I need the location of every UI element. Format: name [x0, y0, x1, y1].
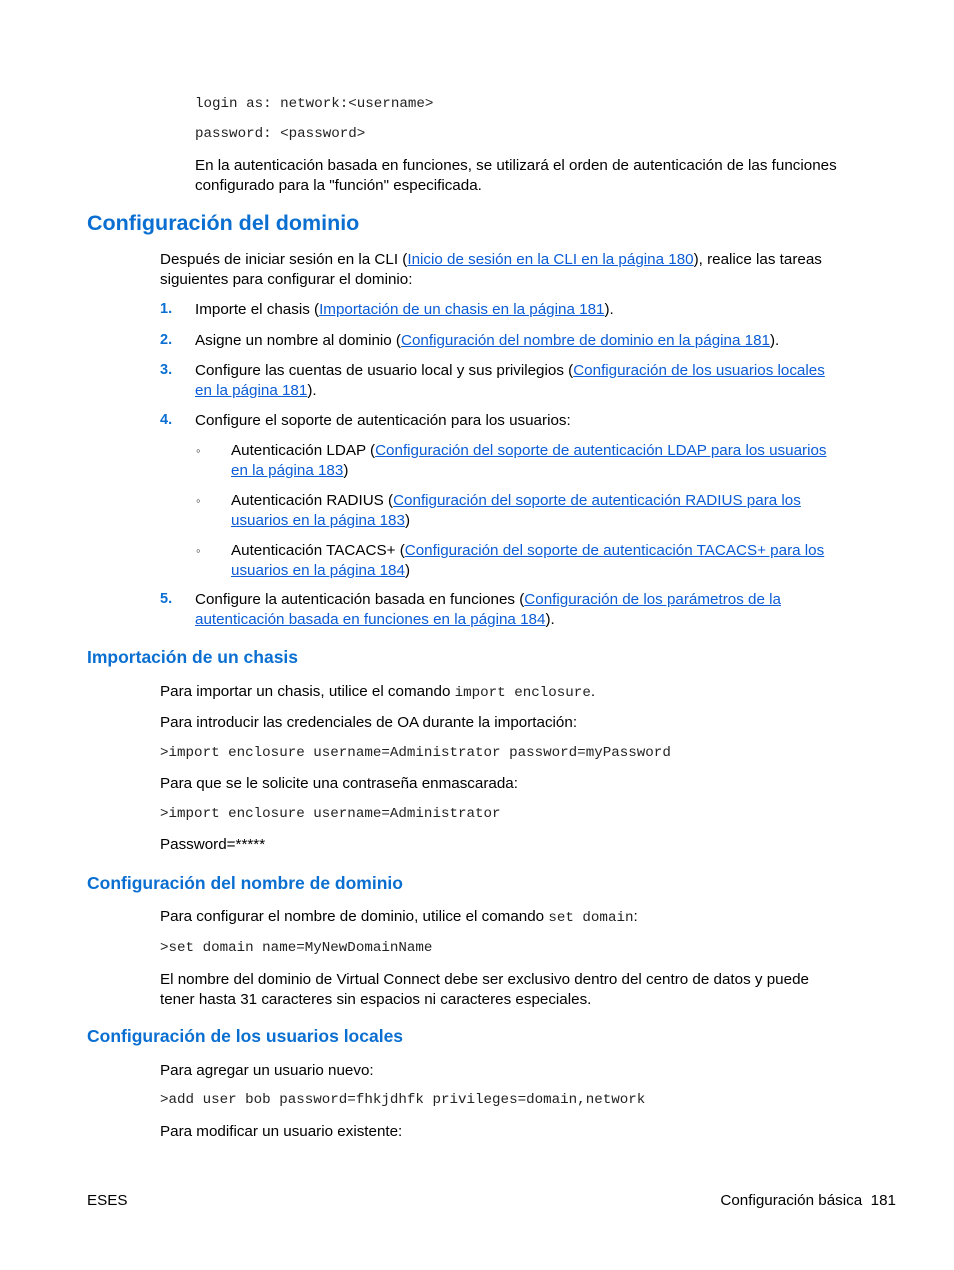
step-number: 3.	[160, 362, 173, 378]
section-title-domain-name: Configuración del nombre de dominio	[87, 873, 403, 893]
page-number: 181	[870, 1192, 896, 1209]
link-radius-cont[interactable]: usuarios en la página 183	[231, 511, 405, 529]
link-role-params-cont[interactable]: autenticación basada en funciones en la página 184	[195, 610, 546, 628]
code-password: password: <password>	[195, 126, 366, 142]
import-p1-text: Para importar un chasis, utilice el comando	[160, 683, 455, 700]
subitem-text: )	[404, 511, 411, 529]
bullet-icon: ◦	[196, 493, 201, 508]
import-p4: Password=*****	[160, 836, 266, 853]
code-import-masked: >import enclosure username=Administrator	[160, 806, 501, 822]
link-ldap[interactable]: Configuración del soporte de autenticación LDAP para los usuarios	[375, 442, 827, 459]
step-text: ).	[769, 332, 780, 349]
link-local-users[interactable]: Configuración de los usuarios locales	[573, 362, 825, 379]
link-domain-name[interactable]: Configuración del nombre de dominio en la página 181	[401, 332, 770, 349]
inline-code: import enclosure	[454, 685, 591, 701]
step-text: ).	[545, 610, 555, 628]
code-login: login as: network:<username>	[195, 96, 434, 112]
lead-line-2: siguientes para configurar el dominio:	[160, 270, 413, 288]
name-p2-line-1: El nombre del dominio de Virtual Connect debe ser exclusivo dentro del centro de datos y puede	[160, 971, 809, 988]
code-import-password: >import enclosure username=Administrator password=myPassword	[160, 745, 671, 761]
inline-code: set domain	[548, 910, 634, 926]
subitem-text: )	[343, 461, 349, 479]
footer-right	[720, 1192, 896, 1209]
import-p1	[160, 682, 595, 704]
step-number: 5.	[160, 591, 173, 607]
bullet-icon: ◦	[196, 443, 201, 458]
name-p2	[160, 970, 809, 1009]
users-p2: Para modificar un usuario existente:	[160, 1123, 403, 1140]
step-4: Configure el soporte de autenticación para los usuarios:	[195, 412, 571, 429]
link-cli-login[interactable]: Inicio de sesión en la CLI en la página 180	[407, 251, 694, 268]
users-p1: Para agregar un usuario nuevo:	[160, 1062, 374, 1079]
step-text: Configure las cuentas de usuario local y sus privilegios (	[195, 362, 574, 379]
import-p1-end: .	[590, 683, 596, 700]
link-local-users-cont[interactable]: en la página 181	[195, 381, 308, 399]
link-ldap-cont[interactable]: en la página 183	[231, 461, 344, 479]
subitem-text: Autenticación RADIUS (	[231, 492, 394, 509]
step-1	[195, 300, 614, 320]
import-p2: Para introducir las credenciales de OA durante la importación:	[160, 714, 578, 731]
subitem-tacacs	[231, 541, 824, 580]
section-title-domain: Configuración del dominio	[87, 211, 360, 235]
section-title-local-users: Configuración de los usuarios locales	[87, 1026, 404, 1046]
bullet-icon: ◦	[196, 543, 201, 558]
domain-lead	[160, 250, 822, 289]
step-2	[195, 331, 779, 351]
intro-line-1: En la autenticación basada en funciones, se utilizará el orden de autenticación de las funciones	[195, 157, 837, 174]
code-set-domain: >set domain name=MyNewDomainName	[160, 940, 433, 956]
subitem-text: Autenticación TACACS+ (	[231, 542, 405, 559]
step-3	[195, 361, 825, 400]
import-p3: Para que se le solicite una contraseña enmascarada:	[160, 775, 518, 792]
step-number: 1.	[160, 301, 173, 317]
lead-pre: Después de iniciar sesión en la CLI (	[160, 251, 408, 268]
subitem-text: Autenticación LDAP (	[231, 442, 376, 459]
subitem-ldap	[231, 441, 827, 480]
step-number: 4.	[160, 412, 173, 428]
step-5	[195, 590, 781, 629]
step-text: ).	[307, 381, 317, 399]
name-p1-end: :	[633, 908, 638, 925]
link-import-chassis[interactable]: Importación de un chasis en la página 181	[319, 301, 605, 318]
subitem-text: )	[404, 561, 411, 579]
footer-left: ESES	[87, 1192, 128, 1209]
section-title-import: Importación de un chasis	[87, 647, 299, 667]
code-add-user: >add user bob password=fhkjdhfk privileges=domain,network	[160, 1092, 646, 1108]
intro-paragraph	[195, 156, 837, 195]
step-number: 2.	[160, 332, 173, 348]
step-text: Importe el chasis (	[195, 301, 320, 318]
link-tacacs-cont[interactable]: usuarios en la página 184	[231, 561, 405, 579]
name-p1	[160, 907, 638, 929]
name-p2-line-2: tener hasta 31 caracteres sin espacios ni caracteres especiales.	[160, 990, 592, 1008]
step-text: Asigne un nombre al dominio (	[195, 332, 401, 349]
subitem-radius	[231, 491, 801, 530]
link-tacacs[interactable]: Configuración del soporte de autenticación TACACS+ para los	[404, 542, 825, 559]
link-radius[interactable]: Configuración del soporte de autenticación RADIUS para los	[393, 492, 801, 509]
link-role-params[interactable]: Configuración de los parámetros de la	[524, 591, 781, 608]
name-p1-text: Para configurar el nombre de dominio, utilice el comando	[160, 908, 549, 925]
step-text: Configure la autenticación basada en funciones (	[195, 591, 525, 608]
lead-post: ), realice las tareas	[693, 251, 822, 268]
intro-line-2: configurado para la "función" especificada.	[195, 176, 482, 194]
step-text: ).	[604, 301, 614, 318]
footer-label: Configuración básica	[720, 1192, 863, 1209]
